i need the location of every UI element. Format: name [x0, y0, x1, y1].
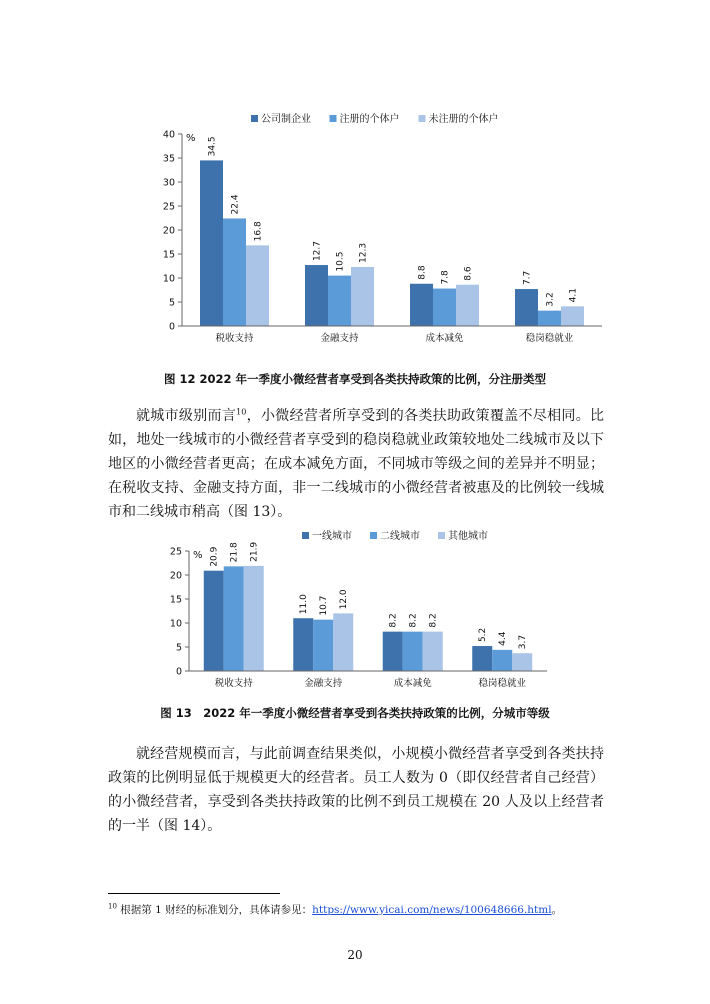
fig12-x-tick-label: 稳岗稳就业	[525, 333, 574, 344]
fig12-bar	[433, 289, 456, 326]
fig12-legend-swatch-2	[419, 115, 426, 122]
fig12-bar	[223, 218, 246, 326]
fig13-x-tick-label: 成本减免	[393, 678, 432, 689]
fig12-bar	[246, 245, 269, 326]
fig12-data-label: 4.1	[568, 287, 579, 303]
fig12-y-tick-label: 5	[168, 297, 175, 309]
fig12-x-tick-label: 成本减免	[425, 333, 464, 344]
footnote	[108, 902, 608, 917]
fig12-data-label: 10.5	[335, 251, 346, 272]
fig12-bar	[305, 265, 328, 326]
fig12-bar	[200, 160, 223, 326]
paragraph-city-text-b: ，小微经营者所享受到的各类扶助政策覆盖不尽相同。比如，地处一线城市的小微经营者享受到的稳岗稳就业政策较地处二线城市及以下地区的小微经营者更高；在成本减免方面，不同城市等级之间的差异并不明显；在税收支持、金融支持方面，非一二线城市的小微经营者被惠及的比例较一线城市和二线城市稍高（图 13）。	[108, 408, 605, 520]
fig13-y-tick-label: 5	[175, 642, 182, 654]
fig13-data-label: 8.2	[408, 613, 419, 628]
fig12-data-label: 8.8	[417, 265, 428, 280]
footnote-end: 。	[551, 904, 563, 916]
fig13-data-label: 3.7	[518, 634, 529, 650]
fig12-bar	[456, 285, 479, 326]
fig13-data-label: 21.9	[249, 541, 260, 562]
fig13-bar	[403, 632, 423, 671]
fig12-y-tick-label: 20	[162, 225, 175, 237]
fig13-bar	[204, 571, 224, 671]
fig12-y-tick-label: 0	[168, 321, 175, 333]
fig13-bar	[313, 620, 333, 671]
fig13-data-label: 11.0	[299, 594, 310, 615]
fig12-y-tick-label: 30	[162, 177, 175, 189]
footnote-link[interactable]: https://www.yicai.com/news/100648666.html	[312, 904, 552, 916]
fig13-data-label: 4.4	[498, 631, 509, 646]
fig12-data-label: 16.8	[253, 221, 264, 242]
fig13-legend-swatch-1	[370, 532, 377, 539]
fig13-legend-swatch-2	[438, 532, 445, 539]
figure-12-caption: 图 12 2022 年一季度小微经营者享受到各类扶持政策的比例，分注册类型	[163, 372, 547, 386]
fig12-x-tick-label: 税收支持	[215, 333, 254, 344]
fig13-data-label: 20.9	[209, 546, 220, 567]
fig13-data-label: 12.0	[339, 589, 350, 610]
fig12-unit-label: %	[186, 133, 196, 144]
fig12-y-tick-label: 35	[162, 153, 175, 165]
fig13-bar	[383, 632, 403, 671]
fig12-data-label: 12.3	[358, 242, 369, 263]
fig12-legend-swatch-1	[330, 115, 337, 122]
fig13-legend-label-1: 二线城市	[380, 531, 420, 542]
fig12-bar	[328, 276, 351, 326]
fig12-data-label: 8.6	[463, 266, 474, 281]
fig13-x-tick-label: 稳岗稳就业	[478, 678, 527, 689]
figure-13-caption: 图 13 2022 年一季度小微经营者享受到各类扶持政策的比例，分城市等级	[160, 706, 550, 720]
fig13-data-label: 21.8	[229, 542, 240, 563]
fig13-y-tick-label: 25	[169, 546, 182, 558]
fig12-y-tick-label: 25	[162, 201, 175, 213]
fig13-x-tick-label: 金融支持	[304, 678, 343, 689]
fig12-bar	[538, 311, 561, 326]
fig12-bar	[410, 284, 433, 326]
fig13-y-tick-label: 10	[169, 618, 182, 630]
fig12-legend-swatch-0	[251, 115, 258, 122]
footnote-divider	[108, 893, 280, 894]
fig12-bar	[515, 289, 538, 326]
paragraph-city-level	[108, 404, 604, 524]
fig12-data-label: 22.4	[230, 194, 241, 215]
fig13-bar	[512, 653, 532, 671]
figure-13-chart	[0, 520, 710, 700]
fig13-data-label: 10.7	[319, 595, 330, 616]
fig13-bar	[333, 613, 353, 671]
fig12-data-label: 7.7	[522, 270, 533, 286]
figure-12-svg	[0, 100, 710, 355]
fig13-bar	[293, 618, 313, 671]
footnote-number: 10	[108, 902, 117, 911]
fig12-x-tick-label: 金融支持	[320, 333, 359, 344]
fig12-data-label: 12.7	[312, 240, 323, 262]
fig13-data-label: 8.2	[428, 613, 439, 628]
page-number: 20	[347, 948, 363, 962]
fig13-bar	[224, 566, 244, 671]
fig13-y-tick-label: 15	[169, 594, 182, 606]
fig12-data-label: 34.5	[207, 136, 218, 157]
fig13-x-tick-label: 税收支持	[214, 678, 253, 689]
footnote-text: 根据第 1 财经的标准划分，具体请参见：	[120, 904, 313, 916]
figure-13-svg	[0, 520, 710, 700]
fig12-data-label: 7.8	[440, 270, 451, 285]
fig13-data-label: 5.2	[478, 627, 489, 643]
fig12-y-tick-label: 15	[162, 249, 175, 261]
fig13-bar	[244, 566, 264, 671]
fig12-data-label: 3.2	[545, 292, 556, 307]
paragraph-business-scale: 就经营规模而言，与此前调查结果类似，小规模小微经营者享受到各类扶持政策的比例明显低于规模更大的经营者。员工人数为 0（即仅经营者自己经营）的小微经营者，享受到各类扶持政策的比例不到员工规模在 20 人及以上经营者的一半（图 14）。	[108, 746, 604, 834]
fig13-bar	[472, 646, 492, 671]
fig13-data-label: 8.2	[388, 613, 399, 628]
fig12-legend-label-0: 公司制企业	[261, 114, 311, 125]
fig13-bar	[492, 650, 512, 671]
fig13-legend-swatch-0	[302, 532, 309, 539]
fig13-y-tick-label: 0	[175, 666, 182, 678]
footnote-ref-10[interactable]: 10	[236, 407, 247, 417]
fig13-unit-label: %	[193, 550, 203, 561]
fig13-bar	[423, 632, 443, 671]
fig12-y-tick-label: 40	[162, 129, 175, 141]
fig12-bar	[351, 267, 374, 326]
figure-12-chart	[0, 100, 710, 355]
fig13-y-tick-label: 20	[169, 570, 182, 582]
paragraph-city-text-a: 就城市级别而言	[136, 408, 237, 424]
fig12-legend-label-2: 未注册的个体户	[428, 114, 499, 125]
fig12-legend-label-1: 注册的个体户	[339, 114, 400, 125]
fig13-legend-label-0: 一线城市	[312, 531, 352, 542]
fig12-y-tick-label: 10	[162, 273, 175, 285]
fig13-legend-label-2: 其他城市	[448, 531, 488, 542]
fig12-bar	[561, 306, 584, 326]
